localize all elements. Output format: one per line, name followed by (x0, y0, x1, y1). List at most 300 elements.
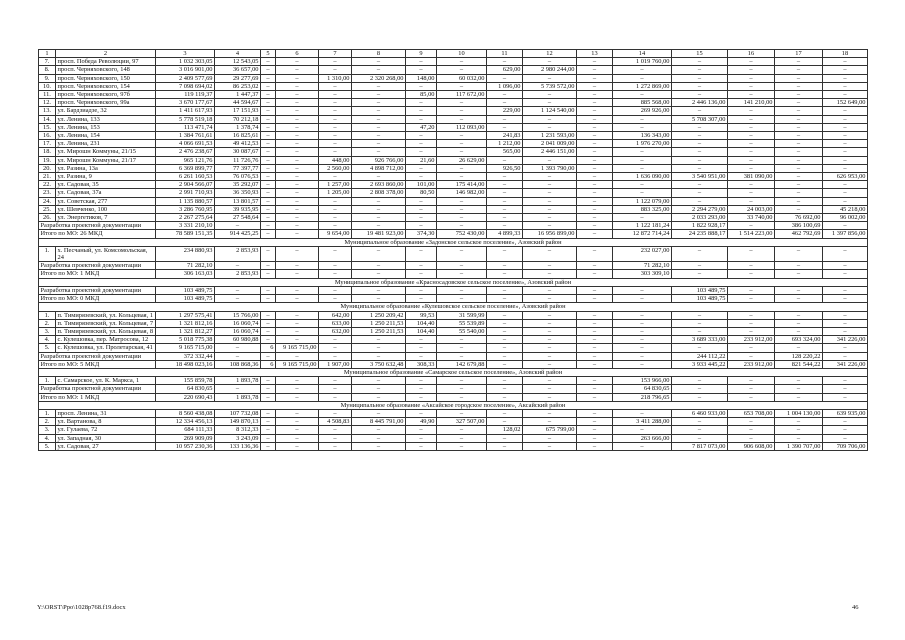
table-cell: – (261, 434, 276, 442)
table-cell: – (823, 74, 868, 82)
table-cell: – (672, 262, 728, 270)
table-cell: 64 830,65 (156, 385, 215, 393)
table-cell: 36 657,00 (215, 66, 261, 74)
table-cell: – (823, 270, 868, 278)
table-cell: – (613, 74, 672, 82)
table-cell: – (276, 418, 319, 426)
table-cell: – (406, 115, 437, 123)
table-cell: – (276, 409, 319, 417)
table-cell: – (406, 99, 437, 107)
table-cell: – (352, 286, 406, 294)
table-cell: – (523, 123, 577, 131)
table-cell: – (437, 66, 487, 74)
table-cell: – (319, 434, 352, 442)
table-cell: – (823, 246, 868, 261)
table-row (39, 327, 868, 335)
table-cell: – (215, 222, 261, 230)
table-cell: – (728, 393, 775, 401)
row-number: 1. (39, 409, 56, 417)
table-row (39, 409, 868, 417)
table-cell: – (437, 295, 487, 303)
table-cell: 16 956 899,00 (523, 230, 577, 238)
table-cell: – (523, 393, 577, 401)
table-cell: 8 445 791,00 (352, 418, 406, 426)
table-cell: – (261, 262, 276, 270)
table-cell: – (672, 189, 728, 197)
table-cell: – (728, 311, 775, 319)
table-cell: – (352, 173, 406, 181)
table-cell: – (672, 311, 728, 319)
table-cell: – (577, 336, 613, 344)
table-cell: – (261, 173, 276, 181)
table-cell: – (672, 319, 728, 327)
table-cell: 30 087,67 (215, 148, 261, 156)
table-cell: – (276, 189, 319, 197)
table-cell: 2 033 293,00 (672, 214, 728, 222)
table-cell: – (613, 295, 672, 303)
table-cell: – (352, 99, 406, 107)
table-cell: 77 397,77 (215, 164, 261, 172)
table-cell: – (261, 295, 276, 303)
table-cell: – (406, 336, 437, 344)
table-cell: – (672, 66, 728, 74)
table-cell: – (577, 360, 613, 368)
table-cell: – (261, 327, 276, 335)
table-cell: – (261, 270, 276, 278)
table-cell: 1 250 211,53 (352, 319, 406, 327)
table-cell: – (487, 352, 523, 360)
table-cell: 229,00 (487, 107, 523, 115)
table-cell: – (728, 434, 775, 442)
table-cell: – (276, 197, 319, 205)
row-number: 3. (39, 426, 56, 434)
table-cell: – (775, 148, 823, 156)
table-cell: – (276, 99, 319, 107)
municipality-name: Муниципальное образование «Красносадовское сельское поселение», Азовский район (39, 278, 868, 286)
address-cell: просп. Черняховского, 97б (56, 91, 156, 99)
summary-row (39, 393, 868, 401)
table-cell: – (775, 58, 823, 66)
row-number: 19. (39, 156, 56, 164)
table-cell: – (577, 246, 613, 261)
table-cell: – (261, 148, 276, 156)
table-cell: 107 732,08 (215, 409, 261, 417)
table-cell: 220 690,43 (156, 393, 215, 401)
table-cell: 3 689 333,00 (672, 336, 728, 344)
table-cell: 303 309,10 (613, 270, 672, 278)
table-cell: 128 220,22 (775, 352, 823, 360)
municipality-header-row (39, 401, 868, 409)
table-cell: – (775, 418, 823, 426)
table-cell: – (261, 107, 276, 115)
table-cell: 36 350,93 (215, 189, 261, 197)
table-cell: – (437, 377, 487, 385)
column-number-cell: 5 (261, 50, 276, 58)
table-cell: – (577, 344, 613, 352)
table-row (39, 148, 868, 156)
table-cell: – (523, 295, 577, 303)
table-cell: – (523, 173, 577, 181)
table-cell: – (261, 197, 276, 205)
table-cell: – (672, 74, 728, 82)
table-cell: 175 414,00 (437, 181, 487, 189)
table-cell: – (523, 58, 577, 66)
table-cell: – (775, 82, 823, 90)
row-number: 9. (39, 74, 56, 82)
table-cell: – (276, 82, 319, 90)
table-row (39, 91, 868, 99)
table-cell: – (823, 377, 868, 385)
table-cell: – (406, 442, 437, 450)
table-cell: – (352, 385, 406, 393)
table-cell: – (487, 262, 523, 270)
table-cell: 2 409 577,69 (156, 74, 215, 82)
column-number-cell: 9 (406, 50, 437, 58)
table-cell: 885 568,00 (613, 99, 672, 107)
table-cell: – (728, 385, 775, 393)
table-cell: – (487, 336, 523, 344)
table-cell: 709 706,00 (823, 442, 868, 450)
table-cell: – (823, 107, 868, 115)
table-row (39, 246, 868, 261)
table-cell: – (775, 344, 823, 352)
municipality-name: Муниципальное образование «Кулешовское сельское поселение», Азовский район (39, 303, 868, 311)
table-cell: – (319, 140, 352, 148)
table-cell: – (437, 246, 487, 261)
table-cell: – (215, 262, 261, 270)
table-cell: – (728, 344, 775, 352)
column-number-cell: 15 (672, 50, 728, 58)
table-cell: – (319, 385, 352, 393)
table-cell: – (319, 336, 352, 344)
table-cell: – (728, 66, 775, 74)
table-cell: – (319, 82, 352, 90)
table-cell: 9 165 715,00 (276, 360, 319, 368)
table-cell: – (487, 99, 523, 107)
table-cell: – (437, 99, 487, 107)
table-row (39, 426, 868, 434)
table-cell: – (523, 418, 577, 426)
table-cell: – (775, 123, 823, 131)
table-cell: – (437, 164, 487, 172)
table-cell: – (261, 181, 276, 189)
table-cell: – (613, 442, 672, 450)
table-cell: – (406, 426, 437, 434)
table-cell: – (775, 426, 823, 434)
table-cell: 241,83 (487, 132, 523, 140)
table-cell: 1 893,78 (215, 377, 261, 385)
table-cell: – (437, 222, 487, 230)
address-cell: с. Самарское, ул. К. Маркса, 1 (56, 377, 156, 385)
table-cell: 49,90 (406, 418, 437, 426)
table-cell: 152 649,00 (823, 99, 868, 107)
table-cell: 1 397 856,00 (823, 230, 868, 238)
table-cell: – (261, 82, 276, 90)
table-cell: – (261, 442, 276, 450)
address-cell: просп. Ленина, 31 (56, 409, 156, 417)
table-cell: – (487, 246, 523, 261)
table-cell: – (823, 164, 868, 172)
table-cell: 1 231 593,00 (523, 132, 577, 140)
table-cell: – (276, 442, 319, 450)
summary-row (39, 360, 868, 368)
table-cell: 12 543,05 (215, 58, 261, 66)
municipality-header-row (39, 278, 868, 286)
table-cell: – (487, 385, 523, 393)
summary-row (39, 385, 868, 393)
address-cell: ул. Садовая, 37а (56, 189, 156, 197)
table-cell: 234 880,93 (156, 246, 215, 261)
table-cell: – (352, 66, 406, 74)
table-cell: 153 966,00 (613, 377, 672, 385)
table-cell: 15 766,00 (215, 311, 261, 319)
table-cell: – (276, 393, 319, 401)
table-cell: – (487, 173, 523, 181)
table-cell: – (352, 214, 406, 222)
address-cell: ул. Мирошн Коммуны, 21/15 (56, 148, 156, 156)
table-row (39, 214, 868, 222)
table-cell: – (672, 393, 728, 401)
table-cell: 244 112,22 (672, 352, 728, 360)
table-cell: 35 292,07 (215, 181, 261, 189)
table-row (39, 189, 868, 197)
table-cell: – (523, 246, 577, 261)
summary-label: Итого по МО: 0 МКД (39, 295, 156, 303)
table-cell: 632,00 (319, 327, 352, 335)
table-cell: 263 666,00 (613, 434, 672, 442)
table-row (39, 156, 868, 164)
table-cell: – (406, 295, 437, 303)
table-cell: 2 267 275,64 (156, 214, 215, 222)
table-cell: 233 912,00 (728, 336, 775, 344)
table-cell: 2 446 136,00 (672, 99, 728, 107)
table-cell: – (276, 123, 319, 131)
register-table-container (38, 49, 867, 451)
table-cell: – (823, 295, 868, 303)
table-cell: 128,02 (487, 426, 523, 434)
table-cell: 60 980,88 (215, 336, 261, 344)
table-cell: – (613, 352, 672, 360)
table-cell: – (775, 107, 823, 115)
table-cell: – (406, 107, 437, 115)
table-cell: – (775, 140, 823, 148)
table-cell: – (261, 319, 276, 327)
table-cell: 86 253,02 (215, 82, 261, 90)
table-cell: – (775, 181, 823, 189)
table-cell: – (613, 344, 672, 352)
table-cell: – (487, 360, 523, 368)
table-cell: – (319, 295, 352, 303)
column-number-cell: 16 (728, 50, 775, 58)
table-cell: 12 334 456,13 (156, 418, 215, 426)
table-cell: 327 507,00 (437, 418, 487, 426)
footer-file-path: Y:\ORST\Ppo\1028p768.f19.docx (37, 604, 126, 611)
table-cell: – (577, 74, 613, 82)
table-cell: – (261, 91, 276, 99)
table-cell: – (352, 91, 406, 99)
table-cell: – (487, 181, 523, 189)
address-cell: ул. Садовая, 27 (56, 442, 156, 450)
address-cell: ул. Западная, 30 (56, 434, 156, 442)
table-cell: 45 218,00 (823, 205, 868, 213)
table-cell: – (406, 82, 437, 90)
table-cell: – (577, 418, 613, 426)
table-cell: 29 277,69 (215, 74, 261, 82)
table-cell: – (523, 270, 577, 278)
table-cell: 2 693 860,00 (352, 181, 406, 189)
table-cell: – (672, 426, 728, 434)
table-cell: – (352, 246, 406, 261)
table-cell: – (775, 385, 823, 393)
table-cell: – (577, 327, 613, 335)
table-cell: 6 (261, 360, 276, 368)
table-cell: 233 912,00 (728, 360, 775, 368)
table-cell: – (437, 352, 487, 360)
table-cell: 4 508,83 (319, 418, 352, 426)
table-cell: – (352, 222, 406, 230)
address-cell: ул. Бардзиадзе, 32 (56, 107, 156, 115)
table-cell: – (276, 173, 319, 181)
table-cell: – (319, 115, 352, 123)
table-cell: – (487, 205, 523, 213)
table-cell: – (276, 434, 319, 442)
address-cell: ул. Вартанова, 8 (56, 418, 156, 426)
table-cell: 1 447,37 (215, 91, 261, 99)
summary-row (39, 352, 868, 360)
summary-label: Итого по МО: 1 МКД (39, 393, 156, 401)
table-cell: – (261, 99, 276, 107)
row-number: 5. (39, 442, 56, 450)
table-cell: – (276, 286, 319, 294)
table-cell: – (487, 409, 523, 417)
table-cell: – (728, 91, 775, 99)
table-cell: – (487, 91, 523, 99)
table-cell: – (728, 148, 775, 156)
table-cell: 1 393 790,00 (523, 164, 577, 172)
summary-label: Итого по МО: 5 МКД (39, 360, 156, 368)
table-cell: – (319, 352, 352, 360)
table-cell: – (352, 148, 406, 156)
address-cell: ул. Гулаева, 72 (56, 426, 156, 434)
table-cell: – (823, 385, 868, 393)
table-cell: – (523, 377, 577, 385)
table-cell: – (406, 173, 437, 181)
table-cell: 47,20 (406, 123, 437, 131)
table-cell: – (406, 197, 437, 205)
address-cell: ул. Ленина, 154 (56, 132, 156, 140)
table-cell: – (613, 66, 672, 74)
table-cell: 10 957 230,36 (156, 442, 215, 450)
table-cell: – (261, 352, 276, 360)
table-cell: – (775, 295, 823, 303)
table-cell: – (406, 222, 437, 230)
summary-label: Разработка проектной документации (39, 286, 156, 294)
table-cell: – (406, 393, 437, 401)
table-cell: – (261, 205, 276, 213)
table-cell: – (319, 132, 352, 140)
table-cell: – (613, 327, 672, 335)
table-cell: – (577, 442, 613, 450)
table-row (39, 418, 868, 426)
table-cell: – (775, 173, 823, 181)
table-cell: – (728, 107, 775, 115)
table-cell: – (487, 115, 523, 123)
table-cell: – (672, 91, 728, 99)
table-cell: – (352, 58, 406, 66)
table-cell: 55 539,89 (437, 319, 487, 327)
address-cell: просп. Черняховского, 150 (56, 74, 156, 82)
table-cell: 1 122 079,00 (613, 197, 672, 205)
table-cell: – (728, 352, 775, 360)
table-cell: 965 121,76 (156, 156, 215, 164)
table-cell: 8 560 438,08 (156, 409, 215, 417)
table-cell: – (823, 66, 868, 74)
table-cell: – (823, 222, 868, 230)
table-cell: – (577, 189, 613, 197)
table-cell: 1 124 540,00 (523, 107, 577, 115)
table-cell: 141 210,00 (728, 99, 775, 107)
table-cell: – (672, 107, 728, 115)
address-cell: просп. Черняховского, 148 (56, 66, 156, 74)
table-cell: – (487, 74, 523, 82)
table-cell: – (823, 189, 868, 197)
table-cell: 85,00 (406, 91, 437, 99)
table-row (39, 344, 868, 352)
table-cell: – (523, 344, 577, 352)
table-cell: – (406, 352, 437, 360)
address-cell: ул. Шевченко, 100 (56, 205, 156, 213)
table-cell: – (823, 393, 868, 401)
table-cell: – (613, 319, 672, 327)
table-cell: 9 654,00 (319, 230, 352, 238)
table-cell: – (823, 319, 868, 327)
page-number: 46 (852, 604, 859, 611)
table-cell: 80,50 (406, 189, 437, 197)
table-cell: 1 321 812,27 (156, 327, 215, 335)
table-cell: 883 325,00 (613, 205, 672, 213)
table-cell: – (672, 270, 728, 278)
row-number: 17. (39, 140, 56, 148)
table-cell: 693 324,00 (775, 336, 823, 344)
table-cell: – (577, 115, 613, 123)
table-cell: – (523, 115, 577, 123)
table-cell: – (728, 377, 775, 385)
municipality-name: Муниципальное образование «Самарское сельское поселение», Азовский район (39, 368, 868, 376)
table-cell: – (523, 311, 577, 319)
table-cell: – (613, 91, 672, 99)
table-cell: 19 481 923,00 (352, 230, 406, 238)
table-cell: – (319, 107, 352, 115)
table-cell: 99,53 (406, 311, 437, 319)
summary-label: Разработка проектной документации (39, 262, 156, 270)
table-cell: – (276, 74, 319, 82)
table-cell: – (728, 123, 775, 131)
table-cell: 1 514 223,00 (728, 230, 775, 238)
row-number: 7. (39, 58, 56, 66)
table-cell: – (276, 91, 319, 99)
table-cell: 926 766,00 (352, 156, 406, 164)
table-cell: – (352, 295, 406, 303)
table-cell: 136 343,00 (613, 132, 672, 140)
table-cell: 1 297 575,41 (156, 311, 215, 319)
table-cell: 684 111,33 (156, 426, 215, 434)
table-cell: – (613, 123, 672, 131)
table-cell: – (437, 107, 487, 115)
table-cell: – (352, 434, 406, 442)
table-cell: – (276, 426, 319, 434)
table-cell: – (437, 132, 487, 140)
table-cell: 155 859,78 (156, 377, 215, 385)
